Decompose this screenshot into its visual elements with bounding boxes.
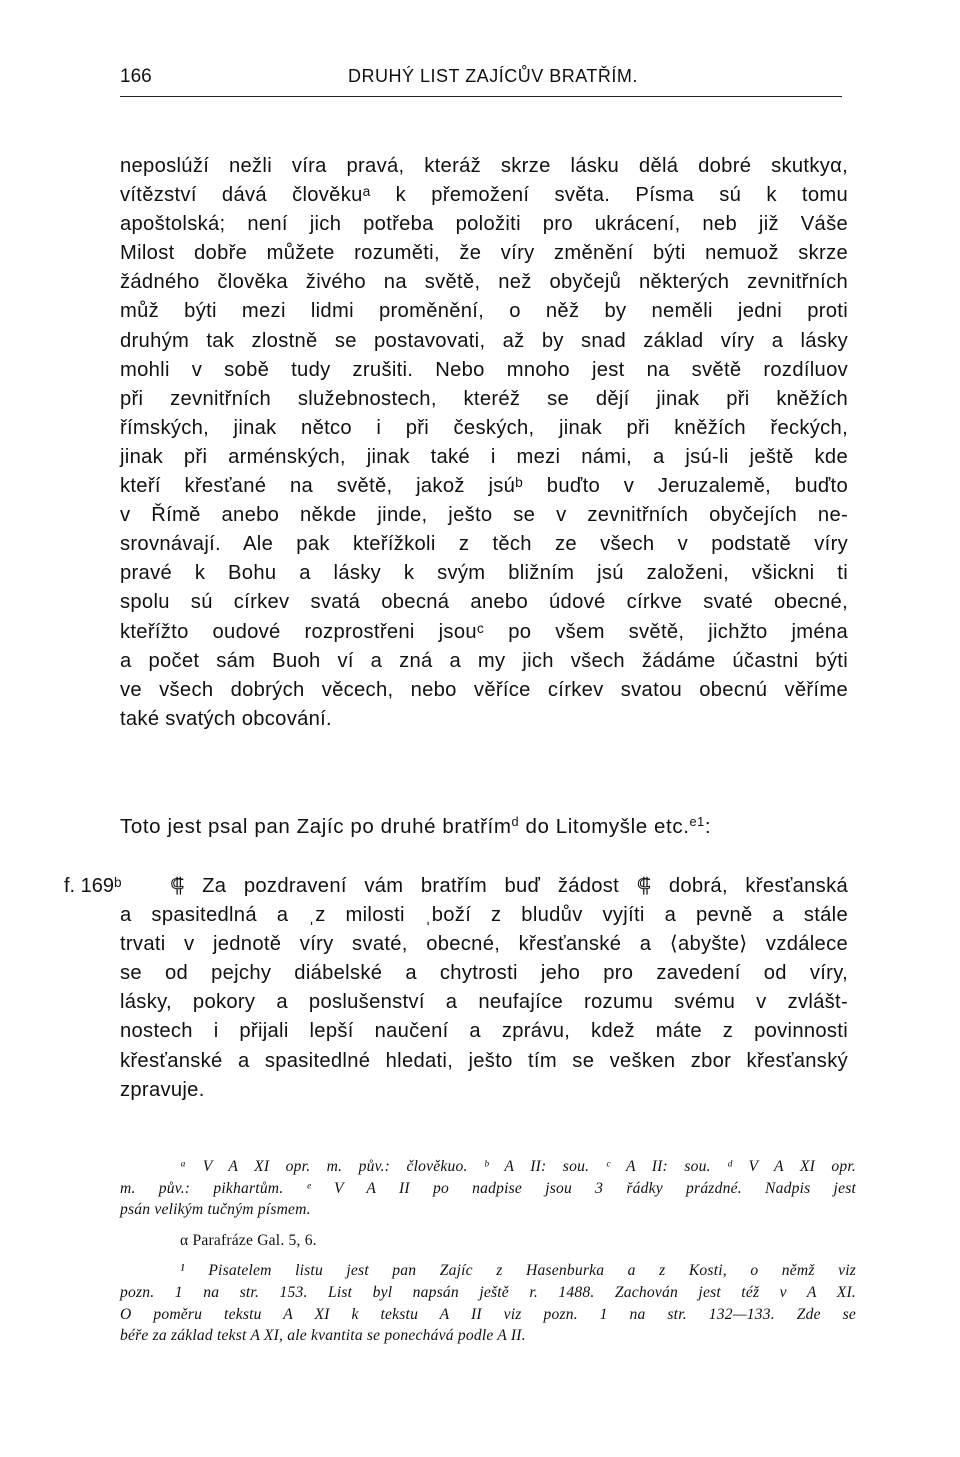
text-line: mohli v sobě tudy zrušiti. Nebo mnoho jest na světě rozdíluov — [120, 358, 848, 381]
explanatory-note — [120, 1260, 856, 1346]
critical-apparatus — [120, 1156, 856, 1221]
heading-text-cont: do Litomyšle etc. — [519, 815, 690, 838]
text-line: lásky, pokory a poslušenství a neufajíce rozumu svému v zvlášt- — [120, 991, 848, 1014]
text-line: se od pejchy diábelské a chytrosti jeho pro zavedení od víry, — [120, 962, 848, 985]
footnote-line: ¹ Pisatelem listu jest pan Zajíc z Hasenburka a z Kosti, o němž viz — [180, 1262, 856, 1280]
text-line: vítězství dává člověkuᵃ k přemožení světa. Písma sú k tomu — [120, 184, 848, 207]
text-line: jinak při arménských, jinak také i mezi námi, a jsú-li ještě kde — [120, 445, 848, 468]
text-line: také svatých obcování. — [120, 707, 332, 730]
footnote-marker: e1 — [689, 814, 705, 830]
text-line: při zevnitřních služebnostech, kteréž se dějí jinak při kněžích — [120, 387, 848, 410]
footnote-line: ᵃ V A XI opr. m. pův.: člověkuo. ᵇ A II: sou. ᶜ A II: sou. ᵈ V A XI opr. — [180, 1158, 856, 1175]
text-line: křesťanské a spasitedlné hledati, ješto tím se vešken zbor křesťanský — [120, 1049, 848, 1072]
footnotes — [120, 1156, 856, 1347]
text-line: druhým tak zlostně se postavovati, až by snad základ víry a lásky — [120, 329, 848, 352]
page-number: 166 — [120, 66, 152, 87]
heading-text: Toto jest psal pan Zajíc po druhé bratřím — [120, 815, 512, 838]
heading-colon: : — [704, 815, 712, 838]
text-line: kteří křesťané na světě, jakož jsúᵇ buďto v Jeruzalemě, buďto — [120, 475, 848, 498]
text-line: a počet sám Buoh ví a zná a my jich všech žádáme účastni býti — [120, 649, 848, 672]
footnote-line: α Parafráze Gal. 5, 6. — [180, 1231, 317, 1249]
text-line: neposlúží nežli víra pravá, kteráž skrze lásku dělá dobré skutkyα, — [120, 155, 848, 177]
text-line: spolu sú církev svatá obecná anebo údové církve svaté obecné, — [120, 591, 848, 614]
letter-heading — [120, 812, 860, 841]
text-line: v Římě anebo někde jinde, ješto se v zevnitřních obyčejích ne- — [120, 504, 848, 527]
letter-paragraph — [120, 872, 848, 1105]
footnote-line: béře za základ tekst A XI, ale kvantita se ponechává podle A II. — [120, 1327, 526, 1345]
text-line: kteřížto oudové rozprostřeni jsouᶜ po všem světě, jichžto jména — [120, 620, 848, 643]
text-line: zpravuje. — [120, 1078, 205, 1101]
footnote-line: pozn. 1 na str. 153. List byl napsán ještě r. 1488. Zachován jest též v A XI. — [120, 1283, 856, 1301]
text-line: můž býti mezi lidmi proměnění, o něž by neměli jedni proti — [120, 300, 848, 323]
text-line: pravé k Bohu a lásky k svým bližním jsú založeni, všickni ti — [120, 562, 848, 585]
footnote-line: m. pův.: pikhartům. ᵉ V A II po nadpise jsou 3 řádky prázdné. Nadpis jest — [120, 1179, 856, 1197]
text-line: srovnávají. Ale pak kteřížkoli z těch ze všech v podstatě víry — [120, 533, 848, 556]
text-line: apoštolská; není jich potřeba položiti pro ukrácení, neb již Váše — [120, 213, 848, 236]
running-title: DRUHÝ LIST ZAJÍCŮV BRATŘÍM. — [348, 66, 638, 86]
main-paragraph — [120, 152, 848, 734]
source-note — [120, 1230, 856, 1252]
footnote-marker: d — [511, 814, 520, 830]
header-rule — [120, 96, 842, 97]
text-line: trvati v jednotě víry svaté, obecné, křesťanské a ⟨abyšte⟩ vzdálece — [120, 933, 848, 956]
text-line: a spasitedlná a ˌz milosti ˌboží z bludův vyjíti a pevně a stále — [120, 904, 848, 927]
folio-reference: f. 169ᵇ — [64, 875, 122, 897]
page-header — [120, 66, 842, 92]
footnote-line: psán velikým tučným písmem. — [120, 1201, 311, 1219]
footnote-line: O poměru tekstu A XI k tekstu A II viz pozn. 1 na str. 132—133. Zde se — [120, 1305, 856, 1323]
text-line: ⸿ Za pozdravení vám bratřím buď žádost ⸿ dobrá, křesťanská — [170, 875, 848, 897]
text-line: římských, jinak nětco i při českých, jinak při kněžích řeckých, — [120, 416, 848, 439]
text-line: žádného člověka živého na světě, než obyčejů některých zevnitřních — [120, 271, 848, 294]
text-line: Milost dobře můžete rozuměti, že víry změnění býti nemuož skrze — [120, 242, 848, 265]
text-line: ve všech dobrých věcech, nebo věříce církev svatou obecnú věříme — [120, 678, 848, 701]
text-line: nostech i přijali lepší naučení a zprávu, kdež máte z povinnosti — [120, 1020, 848, 1043]
